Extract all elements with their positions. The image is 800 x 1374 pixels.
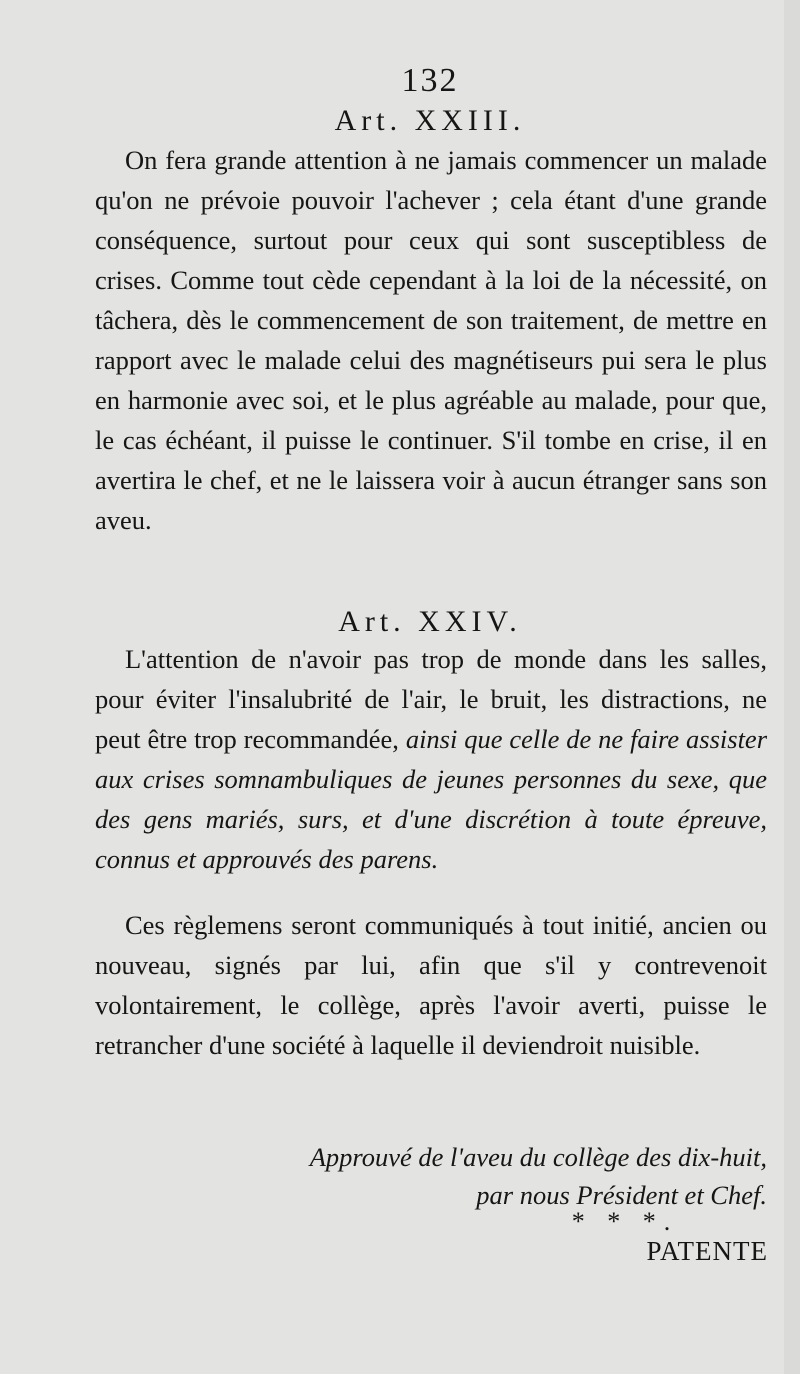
article-24-italic-text: ainsi que celle de ne faire assister aux crises somnambuliques de jeunes personnes du sexe, que des gens mariés, surs, et d'une discrétion à toute épreuve, connus et approuvés des parens.	[95, 724, 768, 874]
article-24-heading: Art. XXIV.	[338, 605, 522, 638]
article-24-regular-text: L'attention de n'avoir pas trop de monde dans les salles, pour éviter l'insalubrité de l'air, le bruit, les distractions, ne peut être trop recommandée,	[95, 644, 767, 754]
article-24-text	[95, 639, 767, 879]
article-23-text: On fera grande attention à ne jamais commencer un malade qu'on ne prévoie pouvoir l'achever ; cela étant d'une grande conséquence, surtout pour ceux qui sont susceptibless de crises. Comme tout cède cependant à la loi de la nécessité, on tâchera, dès le commencement de son traitement, de mettre en rapport avec le malade celui des magnétiseurs pui sera le plus en harmonie avec soi, et le plus agréable au malade, pour que, le cas échéant, il puisse le continuer. S'il tombe en crise, il en avertira le chef, et ne le laissera voir à aucun étranger sans son aveu.	[95, 145, 767, 535]
approval-signature: Approuvé de l'aveu du collège des dix-huit, par nous Président et Chef.	[309, 1142, 767, 1210]
page-number: 132	[401, 62, 459, 99]
article-23-heading: Art. XXIII.	[334, 104, 526, 137]
catchword: PATENTE	[646, 1236, 768, 1266]
closing-paragraph: Ces règlemens seront communiqués à tout initié, ancien ou nouveau, signés par lui, afin que s'il y contrevenoit volontairement, le collège, après l'avoir averti, puisse le retrancher d'une société à laquelle il deviendroit nuisible.	[95, 910, 767, 1060]
ornament-stars: * * *.	[571, 1207, 679, 1236]
